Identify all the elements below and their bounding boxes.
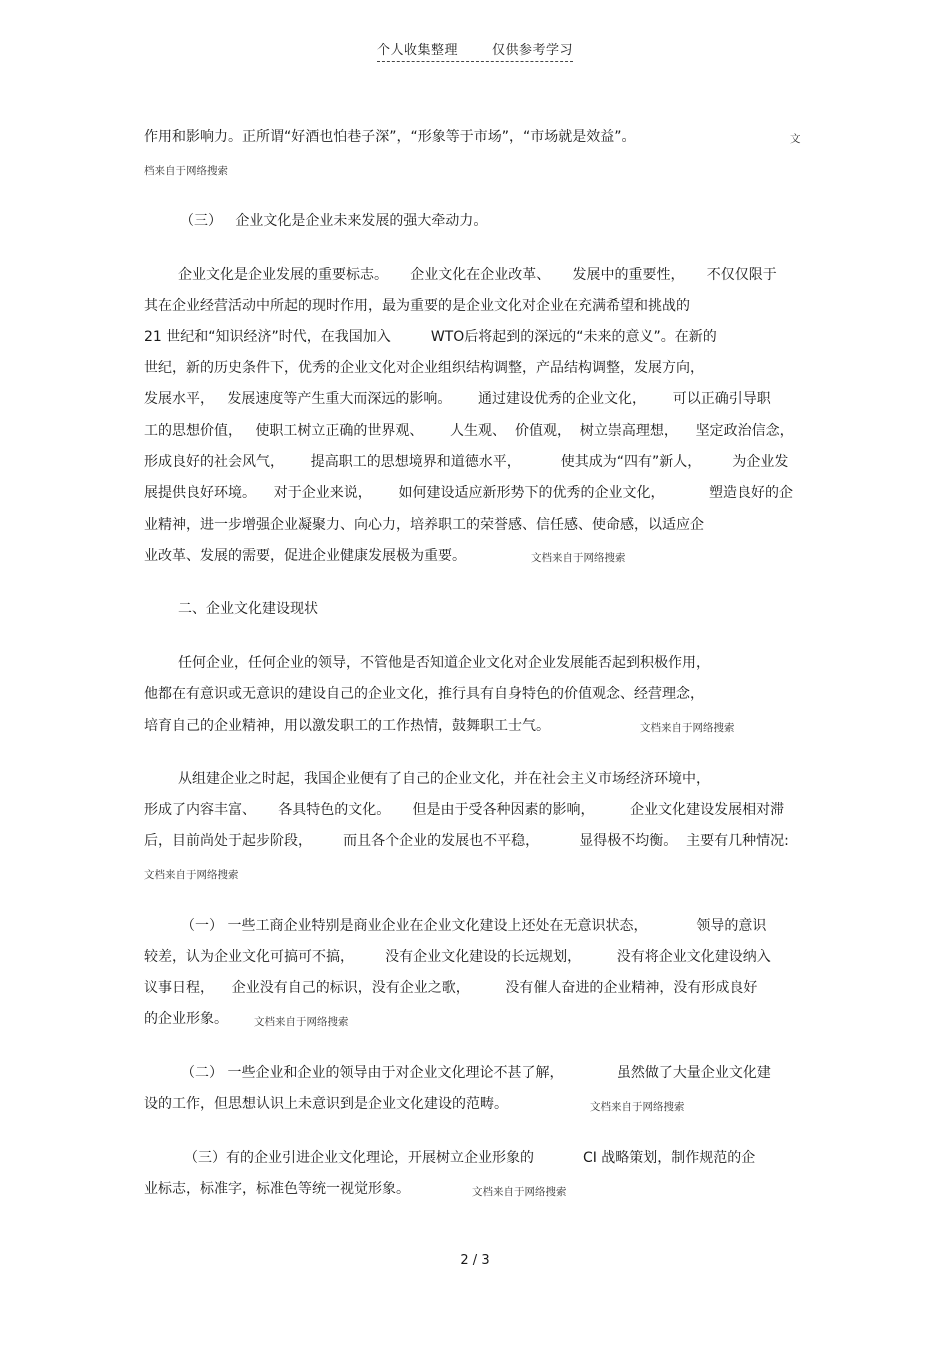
page-header [0, 39, 950, 62]
body-line-25: 的企业形象。 [144, 1011, 228, 1027]
body-line-11: 展提供良好环境。 对于企业来说， 如何建设适应新形势下的优秀的企业文化， 塑造良好的企 [144, 485, 794, 501]
source-note: 文档来自于网络搜索 [531, 552, 626, 564]
body-line-18: 从组建企业之时起，我国企业便有了自己的企业文化，并在社会主义市场经济环境中， [178, 771, 710, 787]
body-line-27: 设的工作，但思想认识上未意识到是企业文化建设的范畴。 [144, 1096, 508, 1112]
body-line-6: 21 世纪和“知识经济”时代，在我国加入 WTO后将起到的深远的“未来的意义”。在新的 [144, 329, 717, 345]
body-line-7: 世纪，新的历史条件下，优秀的企业文化对企业组织结构调整，产品结构调整，发展方向， [144, 360, 704, 376]
body-line-12: 业精神，进一步增强企业凝聚力、向心力，培养职工的荣誉感、信任感、使命感，以适应企 [144, 517, 704, 533]
body-line-9: 工的思想价值， 使职工树立正确的世界观、 人生观、 价值观， 树立崇高理想， 坚定政治信念， [144, 423, 794, 439]
page-number: 2 / 3 [460, 1253, 490, 1268]
source-note: 文档来自于网络搜索 [254, 1016, 349, 1028]
body-line-20: 后，目前尚处于起步阶段， 而且各个企业的发展也不平稳， 显得极不均衡。 主要有几种情况: [144, 833, 789, 849]
body-line-5: 其在企业经营活动中所起的现时作用，最为重要的是企业文化对企业在充满希望和挑战的 [144, 298, 690, 314]
body-line-29: 业标志，标准字，标准色等统一视觉形象。 [144, 1181, 410, 1197]
body-line-28: （三）有的企业引进企业文化理论，开展树立企业形象的 CI 战略策划，制作规范的企 [184, 1150, 756, 1166]
page-header-line [377, 39, 573, 62]
body-line-23: 较差，认为企业文化可搞可不搞， 没有企业文化建设的长远规划， 没有将企业文化建设纳入 [144, 949, 771, 965]
body-line-17: 培育自己的企业精神，用以激发职工的工作热情，鼓舞职工士气。 [144, 718, 550, 734]
body-line-13: 业改革、发展的需要，促进企业健康发展极为重要。 [144, 548, 466, 564]
header-right-text: 仅供参考学习 [492, 43, 574, 58]
body-line-24: 议事日程， 企业没有自己的标识，没有企业之歌， 没有催人奋进的企业精神，没有形成良好 [144, 980, 758, 996]
body-line-15: 任何企业，任何企业的领导，不管他是否知道企业文化对企业发展能否起到积极作用， [178, 655, 710, 671]
body-line-19: 形成了内容丰富、 各具特色的文化。 但是由于受各种因素的影响， 企业文化建设发展相对滞 [144, 802, 785, 818]
body-line-10: 形成良好的社会风气， 提高职工的思想境界和道德水平， 使其成为“四有”新人， 为企业发 [144, 454, 789, 470]
source-note: 文档来自于网络搜索 [590, 1101, 685, 1113]
body-line-4: 企业文化是企业发展的重要标志。 企业文化在企业改革、 发展中的重要性， 不仅仅限于 [178, 267, 777, 283]
source-note: 文档来自于网络搜索 [144, 869, 239, 881]
body-line-22: （一） 一些工商企业特别是商业企业在企业文化建设上还处在无意识状态， 领导的意识 [181, 918, 767, 934]
source-note: 文档来自于网络搜索 [472, 1186, 567, 1198]
body-line-1 [144, 128, 636, 146]
section-heading-two: 二、企业文化建设现状 [178, 601, 318, 617]
line-text: 作用和影响力。正所谓“好酒也怕巷子深”，“形象等于市场”，“市场就是效益”。 [144, 129, 636, 145]
header-left-text: 个人收集整理 [376, 43, 458, 58]
body-line-16: 他都在有意识或无意识的建设自己的企业文化，推行具有自身特色的价值观念、经营理念， [144, 686, 704, 702]
source-note: 文档来自于网络搜索 [640, 722, 735, 734]
subheading-three: （三） 企业文化是企业未来发展的强大牵动力。 [180, 213, 488, 229]
source-note-fragment: 文 [790, 133, 801, 145]
body-line-8: 发展水平， 发展速度等产生重大而深远的影响。 通过建设优秀的企业文化， 可以正确引导职 [144, 391, 771, 407]
body-line-26: （二） 一些企业和企业的领导由于对企业文化理论不甚了解， 虽然做了大量企业文化建 [181, 1065, 771, 1081]
source-note: 档来自于网络搜索 [144, 165, 228, 177]
